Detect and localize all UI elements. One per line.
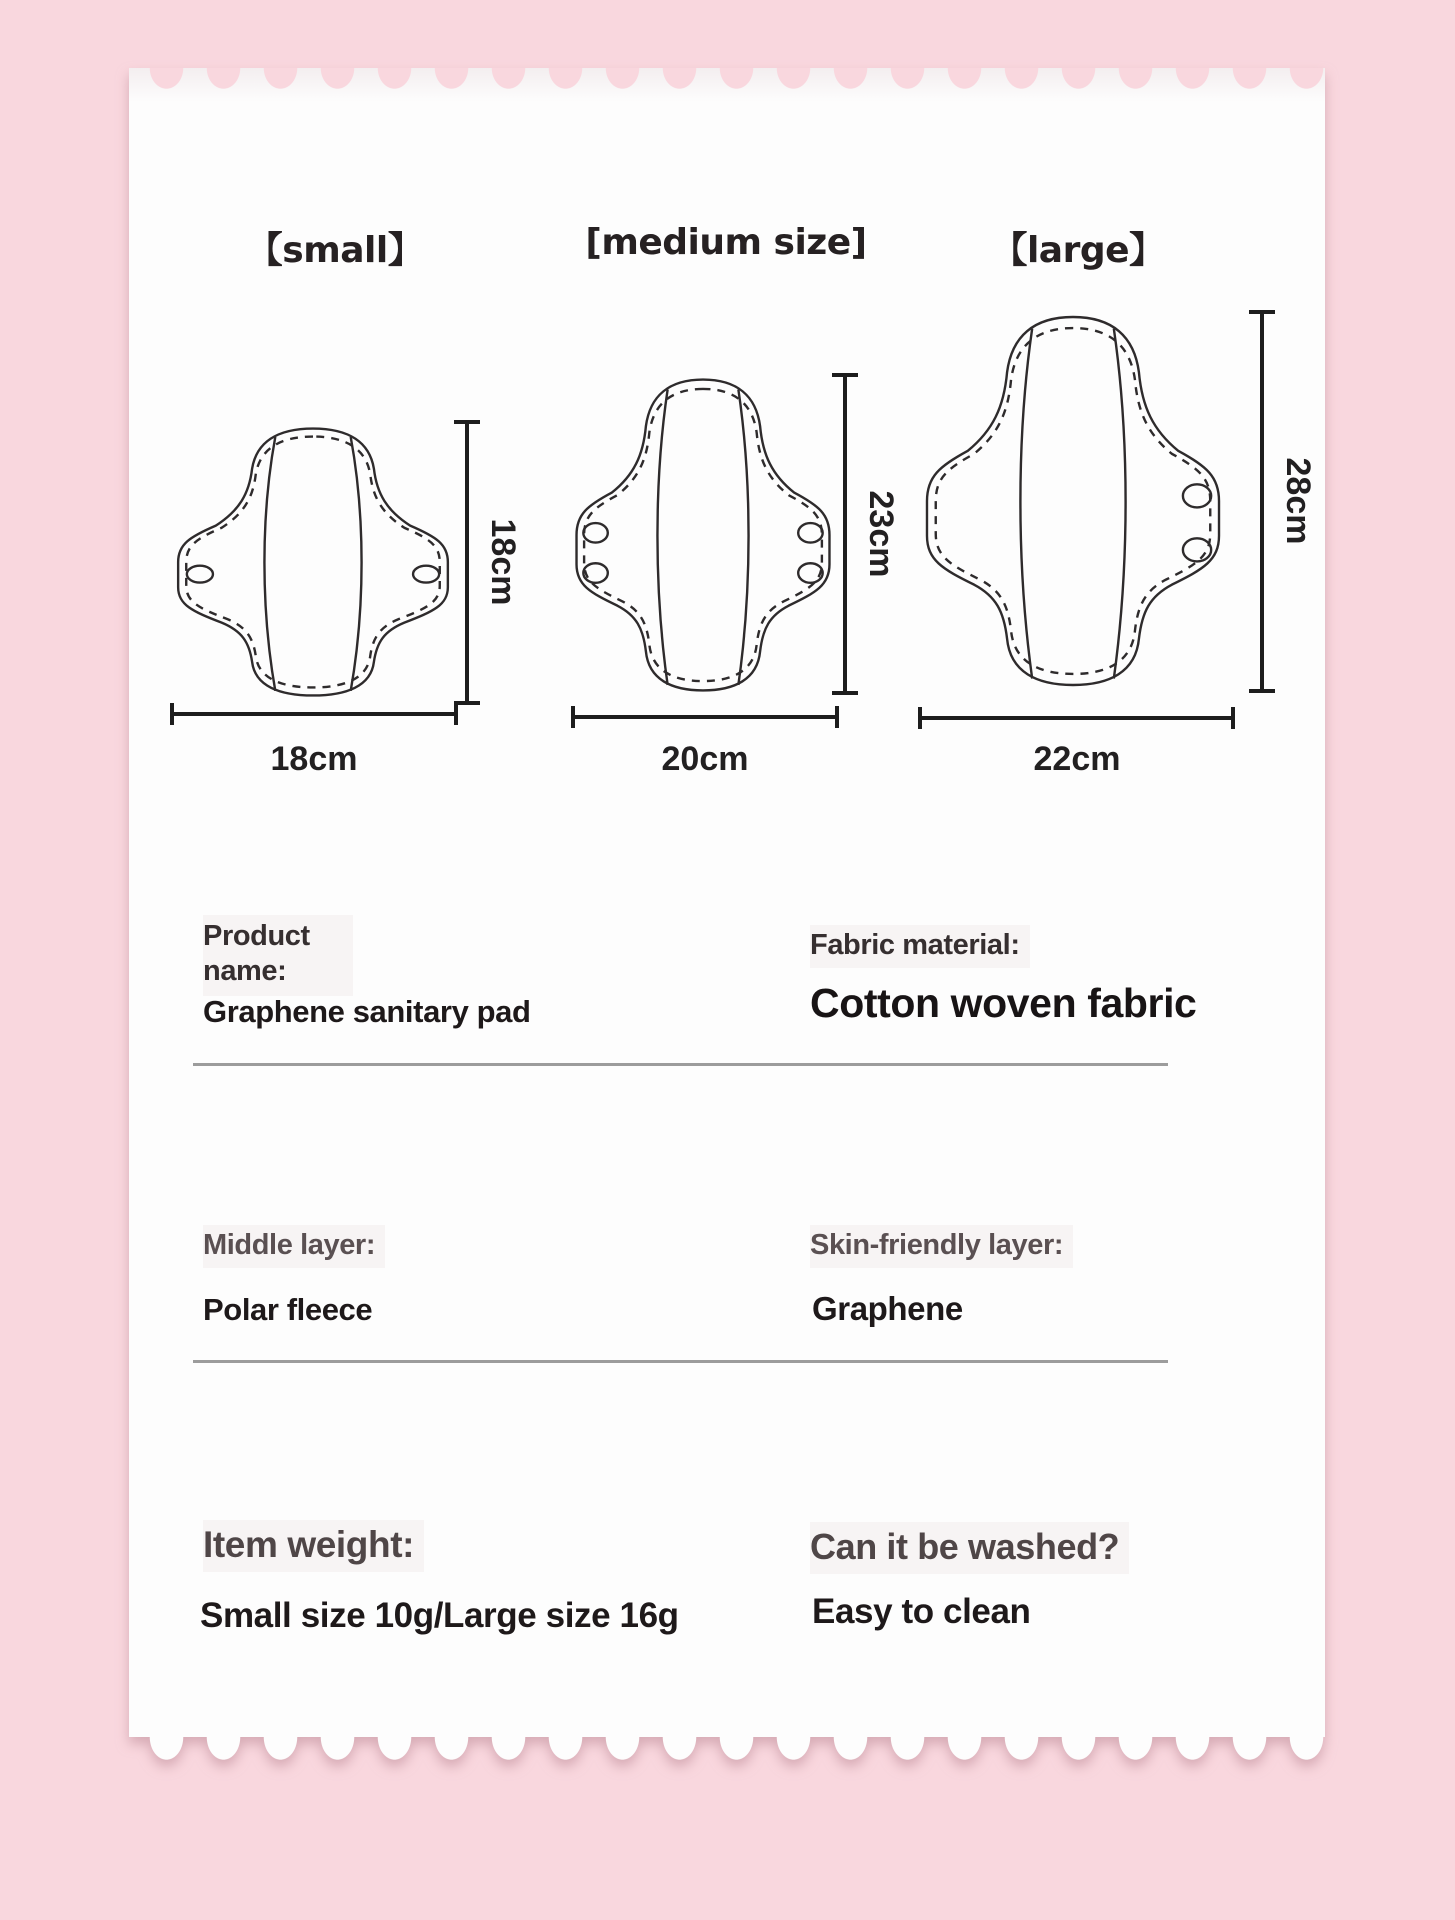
washable-label: Can it be washed? [810,1522,1129,1574]
width-dimension-line-large [918,716,1235,720]
height-dimension-line-large [1260,310,1264,693]
pad-drawing-large [916,308,1230,694]
size-title-medium: [medium size] [585,222,867,263]
width-dimension-line-medium [571,715,839,719]
width-dimension-label-medium: 20cm [661,740,749,778]
fabric-material-value: Cotton woven fabric [810,980,1197,1026]
product-name-value: Graphene sanitary pad [203,994,531,1029]
height-dimension-label-large: 28cm [1279,457,1317,545]
washable-value: Easy to clean [812,1592,1031,1631]
pad-drawing-small [168,422,458,702]
middle-layer-value: Polar fleece [203,1292,373,1327]
product-name-label: Product name: [203,915,353,996]
height-dimension-line-small [465,420,469,705]
item-weight-label: Item weight: [203,1520,424,1572]
pad-drawing-medium [567,372,839,698]
skin-friendly-layer-value: Graphene [812,1290,963,1327]
fabric-material-label: Fabric material: [810,925,1030,968]
height-dimension-label-small: 18cm [484,518,522,606]
height-dimension-label-medium: 23cm [862,490,900,578]
skin-friendly-layer-label: Skin-friendly layer: [810,1225,1073,1268]
size-title-large: 【large】 [991,230,1165,271]
divider-line-1 [193,1063,1168,1066]
width-dimension-line-small [170,712,458,716]
middle-layer-label: Middle layer: [203,1225,385,1268]
torn-edge-bottom [129,1737,1325,1764]
height-dimension-line-medium [843,373,847,695]
width-dimension-label-large: 22cm [1033,740,1121,778]
item-weight-value: Small size 10g/Large size 16g [200,1596,679,1635]
spec-card [129,68,1325,1737]
divider-line-2 [193,1360,1168,1363]
size-title-small: 【small】 [246,230,424,271]
torn-edge-top [129,68,1325,110]
width-dimension-label-small: 18cm [270,740,358,778]
